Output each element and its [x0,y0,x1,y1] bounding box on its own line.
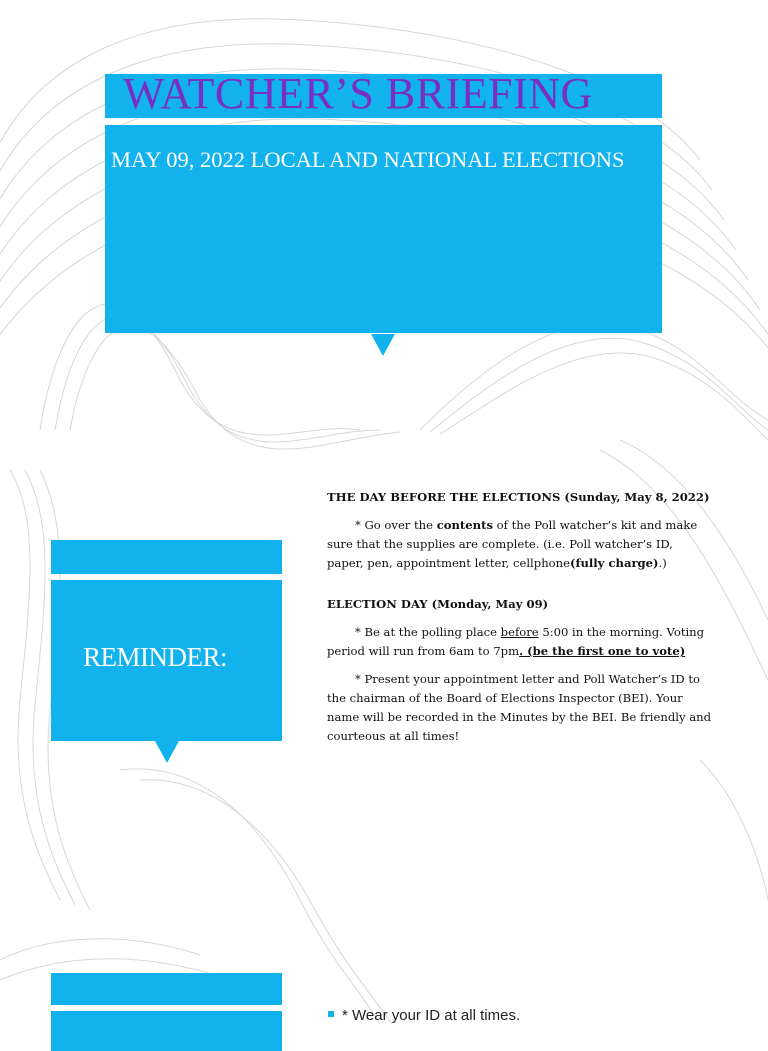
text-run: * Go over the [355,518,437,532]
section-heading-day-before: THE DAY BEFORE THE ELECTIONS (Sunday, May 8, 2022) [327,490,710,504]
text-run: of the Poll watcher’s kit and make sure that the supplies are complete. (i.e. Poll watcher’s ID, paper, pen, appointment letter, cellphone [327,518,698,570]
bullet-text: * Wear your ID at all times. [342,1007,521,1024]
slide3-box [51,1011,282,1051]
slide-subtitle: MAY 09, 2022 LOCAL AND NATIONAL ELECTIONS [111,147,625,172]
paragraph-polling-time [327,623,711,661]
underline-run: before [500,625,539,639]
paragraph-kit-check [327,516,711,573]
bold-run: (fully charge) [569,556,659,570]
text-run: * Be at the polling place [355,625,501,639]
reminder-pointer [155,741,179,763]
bold-run: contents [436,518,493,532]
title-bar [105,74,662,118]
section-heading-election-day: ELECTION DAY (Monday, May 09) [327,597,549,611]
bold-underline-run: . (be the first one to vote) [519,644,686,658]
paragraph-present-letter: * Present your appointment letter and Poll Watcher’s ID to the chairman of the Board of Elections Inspector (BEI). Your name will be recorded in the Minutes by the BEI. Be friendly and courteous at all times! [327,672,711,743]
slide-title: WATCHER’S BRIEFING [123,74,593,118]
reminder-label: REMINDER: [83,642,227,672]
reminder-content [327,488,711,746]
reminder-top-bar [51,540,282,574]
bullet-square-icon [328,1011,334,1017]
reminder-box [51,580,282,741]
subtitle-box [105,125,662,333]
text-run: 5:00 in the morning. Voting period will run from 6am to 7pm [327,625,705,658]
slide3-top-bar [51,973,282,1005]
text-run: .) [658,556,667,570]
callout-pointer [371,334,395,356]
bullet-item [328,1005,520,1024]
